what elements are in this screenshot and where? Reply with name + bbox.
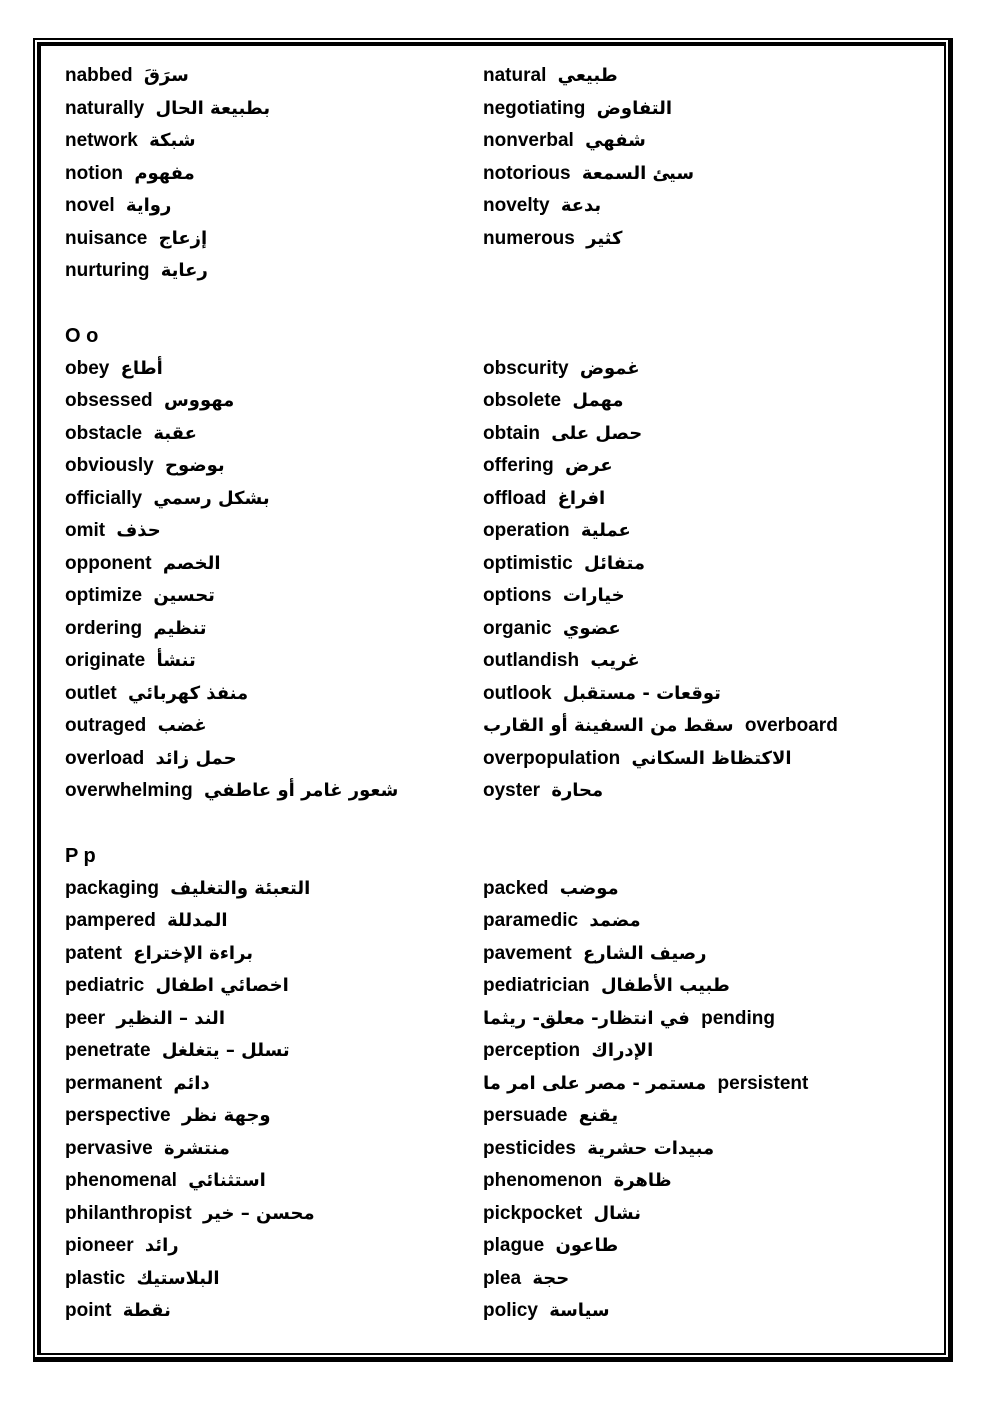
english-word: phenomenon xyxy=(483,1170,603,1191)
arabic-translation: مفهوم xyxy=(134,162,195,184)
arabic-translation: شبكة xyxy=(149,130,196,151)
vocab-entry xyxy=(483,98,672,119)
vocab-entry xyxy=(65,1040,290,1061)
english-word: oyster xyxy=(483,780,541,801)
vocab-entry xyxy=(483,1105,618,1126)
arabic-translation: إزعاج xyxy=(158,227,208,249)
english-word: ordering xyxy=(65,617,143,639)
english-word: permanent xyxy=(65,1072,163,1094)
english-word: outlandish xyxy=(483,650,580,671)
arabic-translation: الند – النظير xyxy=(116,1007,225,1029)
english-word: opponent xyxy=(65,552,152,574)
vocab-entry xyxy=(65,748,237,769)
vocab-entry xyxy=(65,1008,225,1029)
vocab-entry xyxy=(483,553,645,574)
vocab-entry xyxy=(483,65,618,86)
vocab-row xyxy=(65,450,924,483)
vocab-entry xyxy=(483,650,640,671)
english-word: notion xyxy=(65,162,124,184)
english-word: offering xyxy=(483,455,554,476)
arabic-translation: شعور غامر أو عاطفي xyxy=(204,780,399,801)
vocab-row xyxy=(65,938,924,971)
vocabulary-list xyxy=(41,46,944,1328)
english-word: optimize xyxy=(65,585,143,606)
vocab-row xyxy=(65,970,924,1003)
vocab-entry xyxy=(483,1008,775,1029)
vocab-row xyxy=(65,548,924,581)
vocab-entry xyxy=(65,1268,220,1289)
arabic-translation: سقط من السفينة أو القارب xyxy=(483,715,734,736)
english-word: obscurity xyxy=(483,357,569,379)
arabic-translation: موضب xyxy=(559,877,619,899)
arabic-translation: حمل زائد xyxy=(155,747,237,769)
arabic-translation: البلاستيك xyxy=(136,1267,220,1289)
english-word: nabbed xyxy=(65,65,133,86)
section-header: P p xyxy=(65,845,96,867)
english-word: overload xyxy=(65,747,145,769)
vocab-entry xyxy=(483,455,613,476)
vocab-entry xyxy=(483,130,646,151)
arabic-translation: سرَقَ xyxy=(143,65,189,86)
vocab-entry xyxy=(65,943,253,964)
arabic-translation: نشال xyxy=(593,1202,641,1224)
english-word: pioneer xyxy=(65,1235,134,1256)
english-word: penetrate xyxy=(65,1040,151,1061)
arabic-translation: في انتظار- معلق- ريثما xyxy=(483,1007,690,1029)
vocab-entry xyxy=(65,553,221,574)
arabic-translation: عرض xyxy=(565,455,613,476)
vocab-entry xyxy=(483,1300,610,1321)
english-word: plague xyxy=(483,1235,545,1256)
vocab-entry xyxy=(483,1073,808,1094)
arabic-translation: رائد xyxy=(144,1235,179,1256)
vocab-row xyxy=(65,418,924,451)
vocab-entry xyxy=(483,780,603,801)
vocab-entry xyxy=(65,520,161,541)
vocab-row xyxy=(65,1003,924,1036)
arabic-translation: الخصم xyxy=(162,552,221,574)
vocab-entry xyxy=(483,1268,569,1289)
arabic-translation: بدعة xyxy=(560,195,602,216)
vocab-entry xyxy=(483,1170,672,1191)
english-word: naturally xyxy=(65,97,145,119)
english-word: overboard xyxy=(744,715,838,736)
vocab-entry xyxy=(65,715,207,736)
blank-row xyxy=(65,288,924,321)
vocab-entry xyxy=(483,910,641,931)
arabic-translation: تنشأ xyxy=(156,650,196,671)
blank-row xyxy=(65,808,924,841)
arabic-translation: ظاهرة xyxy=(613,1170,672,1191)
arabic-translation: مضمد xyxy=(589,910,641,931)
page-border-frame-inner xyxy=(37,42,946,1355)
vocab-entry xyxy=(483,748,792,769)
english-word: originate xyxy=(65,650,146,671)
arabic-translation: مستمر - مصر على امر ما xyxy=(483,1072,707,1094)
arabic-translation: سيئ السمعة xyxy=(581,162,695,184)
english-word: point xyxy=(65,1300,112,1321)
arabic-translation: استثنائي xyxy=(188,1170,266,1191)
vocab-row xyxy=(65,1230,924,1263)
english-word: obsolete xyxy=(483,390,562,411)
english-word: pesticides xyxy=(483,1137,576,1159)
arabic-translation: تحسين xyxy=(153,585,215,606)
english-word: patent xyxy=(65,942,122,964)
vocab-row xyxy=(65,645,924,678)
vocab-entry xyxy=(65,650,196,671)
arabic-translation: الاكتظاظ السكاني xyxy=(631,747,792,769)
english-word: perception xyxy=(483,1040,581,1061)
vocab-row xyxy=(65,515,924,548)
english-word: obviously xyxy=(65,455,154,476)
vocab-entry xyxy=(483,488,605,509)
english-word: pickpocket xyxy=(483,1202,583,1224)
vocab-entry xyxy=(65,780,398,801)
arabic-translation: شفهي xyxy=(585,130,646,151)
vocab-row xyxy=(65,125,924,158)
vocab-entry xyxy=(65,683,248,704)
arabic-translation: مبيدات حشرية xyxy=(587,1137,715,1159)
arabic-translation: نقطة xyxy=(122,1300,171,1321)
vocab-entry xyxy=(65,618,206,639)
arabic-translation: رواية xyxy=(125,195,172,216)
english-word: organic xyxy=(483,617,552,639)
english-word: pervasive xyxy=(65,1137,153,1159)
arabic-translation: بطبيعة الحال xyxy=(155,97,271,119)
arabic-translation: رعاية xyxy=(160,260,208,281)
arabic-translation: حذف xyxy=(116,520,161,541)
english-word: plea xyxy=(483,1267,522,1289)
vocab-entry xyxy=(65,1235,179,1256)
arabic-translation: عقبة xyxy=(153,422,197,444)
arabic-translation: دائم xyxy=(173,1072,210,1094)
english-word: nuisance xyxy=(65,227,148,249)
vocab-row xyxy=(65,158,924,191)
arabic-translation: المدللة xyxy=(167,910,228,931)
vocab-entry xyxy=(65,1170,266,1191)
vocab-entry xyxy=(483,163,694,184)
vocab-entry xyxy=(483,520,631,541)
arabic-translation: افراغ xyxy=(557,487,606,509)
english-word: plastic xyxy=(65,1267,126,1289)
vocab-row xyxy=(65,1165,924,1198)
english-word: negotiating xyxy=(483,97,586,119)
arabic-translation: يقنع xyxy=(578,1105,619,1126)
english-word: outlet xyxy=(65,682,117,704)
english-word: pediatrician xyxy=(483,975,590,996)
vocab-row xyxy=(65,353,924,386)
arabic-translation: متفائل xyxy=(584,552,646,574)
vocab-row xyxy=(65,873,924,906)
arabic-translation: تنظيم xyxy=(153,617,207,639)
vocab-entry xyxy=(65,98,270,119)
vocab-entry xyxy=(65,975,289,996)
english-word: nurturing xyxy=(65,260,150,281)
arabic-translation: توقعات - مستقبل xyxy=(562,682,721,704)
english-word: omit xyxy=(65,520,106,541)
english-word: philanthropist xyxy=(65,1202,192,1224)
arabic-translation: مهمل xyxy=(572,390,624,411)
english-word: pediatric xyxy=(65,975,145,996)
vocab-entry xyxy=(65,878,310,899)
english-word: overpopulation xyxy=(483,747,621,769)
vocab-row xyxy=(65,1068,924,1101)
english-word: novelty xyxy=(483,195,550,216)
arabic-translation: كثير xyxy=(586,227,623,249)
arabic-translation: حصل على xyxy=(551,422,643,444)
english-word: nonverbal xyxy=(483,130,574,151)
section-header-row xyxy=(65,840,924,873)
english-word: outraged xyxy=(65,715,147,736)
english-word: peer xyxy=(65,1007,106,1029)
english-word: outlook xyxy=(483,682,552,704)
vocab-entry xyxy=(65,163,195,184)
vocab-row xyxy=(65,223,924,256)
vocab-row xyxy=(65,1295,924,1328)
english-word: numerous xyxy=(483,227,575,249)
arabic-translation: غضب xyxy=(157,715,207,736)
english-word: overwhelming xyxy=(65,780,193,801)
vocab-row xyxy=(65,385,924,418)
vocab-entry xyxy=(65,1203,315,1224)
arabic-translation: الإدراك xyxy=(591,1040,654,1061)
page-border-frame xyxy=(33,38,953,1362)
vocab-entry xyxy=(65,488,270,509)
arabic-translation: غموض xyxy=(579,357,640,379)
vocab-entry xyxy=(483,618,621,639)
vocab-entry xyxy=(65,195,171,216)
vocab-entry xyxy=(483,878,619,899)
arabic-translation: أطاع xyxy=(120,357,163,379)
vocab-entry xyxy=(483,1235,618,1256)
arabic-translation: طاعون xyxy=(555,1235,619,1256)
vocab-entry xyxy=(483,358,640,379)
vocab-entry xyxy=(483,390,624,411)
vocab-row xyxy=(65,93,924,126)
vocab-entry xyxy=(65,358,163,379)
english-word: pampered xyxy=(65,910,156,931)
vocab-entry xyxy=(65,1105,271,1126)
english-word: obtain xyxy=(483,422,540,444)
section-header: O o xyxy=(65,325,99,347)
vocab-row xyxy=(65,190,924,223)
english-word: obstacle xyxy=(65,422,143,444)
vocab-entry xyxy=(483,683,721,704)
english-word: options xyxy=(483,585,552,606)
arabic-translation: براءة الإختراع xyxy=(133,942,254,964)
english-word: officially xyxy=(65,487,143,509)
english-word: perspective xyxy=(65,1105,171,1126)
english-word: obsessed xyxy=(65,390,153,411)
english-word: novel xyxy=(65,195,115,216)
vocab-row xyxy=(65,613,924,646)
english-word: notorious xyxy=(483,162,571,184)
vocab-entry xyxy=(65,130,196,151)
vocab-entry xyxy=(483,423,642,444)
vocab-entry xyxy=(483,1040,653,1061)
arabic-translation: مهووس xyxy=(163,390,235,411)
english-word: packaging xyxy=(65,877,159,899)
arabic-translation: حجة xyxy=(532,1267,570,1289)
vocab-row xyxy=(65,255,924,288)
english-word: packed xyxy=(483,877,549,899)
vocab-row xyxy=(65,483,924,516)
vocab-entry xyxy=(65,65,189,86)
vocab-row xyxy=(65,678,924,711)
english-word: policy xyxy=(483,1300,538,1321)
section-header-row xyxy=(65,320,924,353)
vocab-entry xyxy=(483,585,625,606)
english-word: paramedic xyxy=(483,910,579,931)
english-word: offload xyxy=(483,487,547,509)
english-word: optimistic xyxy=(483,552,573,574)
vocab-entry xyxy=(65,390,234,411)
arabic-translation: وجهة نظر xyxy=(181,1105,271,1126)
vocab-entry xyxy=(483,1203,641,1224)
arabic-translation: اخصائي اطفال xyxy=(155,975,289,996)
vocab-row xyxy=(65,1133,924,1166)
english-word: pending xyxy=(701,1007,776,1029)
arabic-translation: خيارات xyxy=(562,585,625,606)
arabic-translation: التعبئة والتغليف xyxy=(170,877,311,899)
arabic-translation: بشكل رسمي xyxy=(153,487,270,509)
vocab-entry xyxy=(65,260,208,281)
vocab-row xyxy=(65,1100,924,1133)
english-word: natural xyxy=(483,65,547,86)
vocab-row xyxy=(65,60,924,93)
arabic-translation: سياسة xyxy=(549,1300,610,1321)
english-word: persuade xyxy=(483,1105,568,1126)
vocab-row xyxy=(65,1263,924,1296)
vocab-entry xyxy=(65,423,197,444)
english-word: phenomenal xyxy=(65,1170,177,1191)
vocab-row xyxy=(65,1035,924,1068)
arabic-translation: محسن – خير xyxy=(202,1202,315,1224)
arabic-translation: غريب xyxy=(590,650,640,671)
vocab-row xyxy=(65,1198,924,1231)
vocab-entry xyxy=(65,1138,230,1159)
vocab-entry xyxy=(65,910,228,931)
arabic-translation: طبيب الأطفال xyxy=(600,975,730,996)
vocab-row xyxy=(65,710,924,743)
arabic-translation: طبيعي xyxy=(557,65,618,86)
vocab-entry xyxy=(483,1138,714,1159)
english-word: obey xyxy=(65,357,110,379)
vocab-row xyxy=(65,580,924,613)
arabic-translation: رصيف الشارع xyxy=(582,942,707,964)
english-word: pavement xyxy=(483,942,572,964)
vocab-entry xyxy=(483,228,623,249)
vocab-entry xyxy=(483,975,730,996)
vocab-entry xyxy=(65,1300,171,1321)
arabic-translation: عضوي xyxy=(562,617,621,639)
english-word: operation xyxy=(483,520,570,541)
vocab-entry xyxy=(483,943,706,964)
arabic-translation: منفذ كهربائي xyxy=(128,682,249,704)
arabic-translation: التفاوض xyxy=(596,97,673,119)
arabic-translation: منتشرة xyxy=(163,1137,230,1159)
vocab-entry xyxy=(65,585,215,606)
english-word: network xyxy=(65,130,138,151)
vocab-entry xyxy=(65,1073,210,1094)
english-word: persistent xyxy=(717,1072,809,1094)
vocab-row xyxy=(65,743,924,776)
vocab-entry xyxy=(65,228,207,249)
arabic-translation: محارة xyxy=(551,780,604,801)
vocab-entry xyxy=(483,715,838,736)
arabic-translation: تسلل – يتغلغل xyxy=(161,1040,290,1061)
arabic-translation: بوضوح xyxy=(164,455,225,476)
vocab-entry xyxy=(483,195,601,216)
vocab-row xyxy=(65,905,924,938)
vocab-entry xyxy=(65,455,225,476)
vocab-row xyxy=(65,775,924,808)
arabic-translation: عملية xyxy=(580,520,631,541)
